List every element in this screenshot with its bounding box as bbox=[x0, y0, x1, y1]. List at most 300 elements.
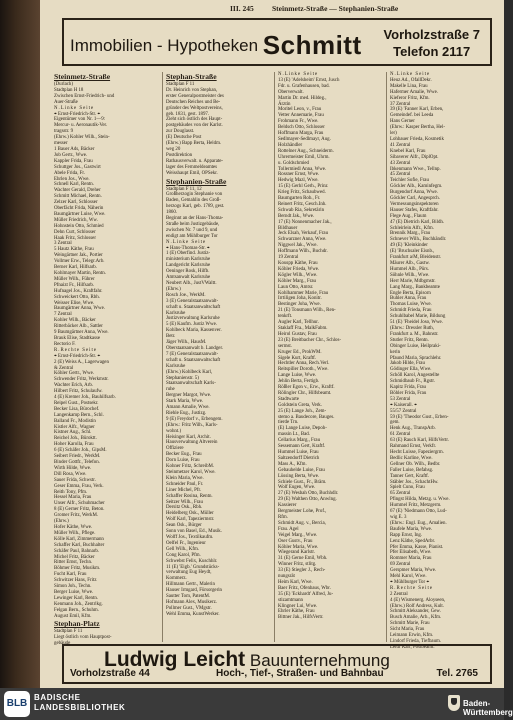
directory-entry: Dehn Curt, Schlosser bbox=[54, 229, 96, 235]
directory-entry: Unser Alfr., Schuhmacher bbox=[54, 501, 105, 507]
directory-entry: Schweickert Otto, Rbh. bbox=[54, 294, 100, 300]
directory-entry: Schwitzer Hans, Fritz bbox=[54, 578, 97, 584]
directory-entry: Oberverwalt. bbox=[278, 89, 304, 95]
directory-entry: Hafermer Amalie, Wwe. bbox=[390, 89, 438, 95]
directory-entry: Göckler Alb., Kaminfegm. bbox=[390, 184, 443, 190]
side-label: N.Linke Seite bbox=[390, 72, 431, 77]
directory-entry: Steinmetzer Karol, Wwe. bbox=[166, 470, 216, 475]
directory-entry: Schwebst Felix, Kuschhlr. bbox=[166, 558, 218, 564]
directory-entry: ⌖ Ernst-Friedrich-Str. ⌖ bbox=[54, 111, 101, 117]
directory-entry: Pfingst Hilda, Metzg. u. Wwe. bbox=[390, 497, 450, 503]
directory-entry: 65 Zentral bbox=[390, 491, 411, 497]
directory-entry: Amann Amalie, Wwe. bbox=[166, 405, 210, 411]
directory-entry: Schmidt Aug. v., Bercia, bbox=[278, 520, 326, 526]
directory-entry: Augler Karl, Tellhur. bbox=[278, 320, 319, 326]
directory-entry: Bergner Margot, Wwe. bbox=[166, 393, 212, 399]
directory-entry: Sauer Frida, Schwstr. bbox=[54, 477, 96, 483]
directory-entry: verwaltung Eug Heydt, bbox=[166, 570, 212, 576]
directory-entry: Buhler Anna, Frau bbox=[390, 296, 427, 302]
directory-entry: Jäger Wilh., HausM. bbox=[166, 340, 207, 346]
directory-entry: Hofer Käthe, Wwe. bbox=[54, 524, 93, 530]
side-label: N.Linke Seite bbox=[54, 105, 95, 111]
directory-column-3 bbox=[278, 72, 382, 642]
street-heading: Stephan-Platz bbox=[54, 619, 100, 629]
directory-entry: Eigentümer von Nr. 1—9: bbox=[54, 117, 106, 123]
directory-entry: Seibert Friedr., WerkM. bbox=[54, 454, 101, 460]
directory-entry: Wachter Gerald, Dreher bbox=[54, 188, 101, 194]
directory-entry: Dorn Luise, Frau bbox=[166, 458, 200, 464]
directory-entry: Mass A., Kfm. bbox=[278, 461, 307, 467]
directory-entry: Gellner Ob. Wilh., Bedbr. bbox=[390, 461, 441, 467]
directory-entry: 43 Zentral bbox=[390, 160, 411, 166]
directory-entry: Frohmann Fr., Wwe. bbox=[278, 119, 319, 125]
directory-entry: Holzhändler bbox=[278, 142, 303, 148]
directory-entry: Reitspiller Doroth., Wwe. bbox=[278, 367, 329, 373]
side-label: N.Linke Seite bbox=[166, 239, 207, 245]
directory-entry: schaft u. Staatsanwaltschaft bbox=[166, 357, 221, 363]
book-spine bbox=[0, 0, 40, 688]
directory-entry: Tollermiedl Anna, Wwe. bbox=[278, 166, 327, 172]
directory-entry: geb. 1831, gest. 1897. bbox=[166, 111, 210, 117]
directory-entry: Stephanienstr. 5) bbox=[166, 375, 199, 381]
directory-entry: Dr. Heinrich von Stephan, bbox=[166, 87, 218, 93]
ad-schmitt-name: Schmitt bbox=[262, 30, 362, 60]
directory-entry: Böhmer Fritz, Musikm. bbox=[54, 566, 101, 572]
directory-entry: Schmitt Aleksander, Gew. bbox=[390, 609, 441, 615]
directory-entry: ⌖ Kaiserall. ⌖ bbox=[390, 402, 417, 408]
directory-entry: Hummel Fritz, Metzgerm. bbox=[390, 503, 442, 509]
directory-entry: Bildhauer bbox=[278, 225, 298, 231]
directory-entry: 8 (E) Gerner Fritz, Beton. bbox=[54, 507, 105, 513]
directory-entry: Frankfurt a. M., Bahnstr. bbox=[390, 331, 439, 337]
street-heading: Stephan-Straße bbox=[166, 72, 217, 81]
directory-entry: ⌖ Hans-Thomas-Str. ⌖ bbox=[166, 245, 210, 251]
directory-entry: stizamtmann bbox=[278, 597, 303, 603]
directory-entry: Kohlbeck Maria, Kassenver. bbox=[166, 328, 222, 334]
directory-entry: 39 (E) 'Fanner Karl, Erben, bbox=[390, 107, 444, 113]
directory-entry: 21 (E) Tonsmann Wilh., Ren- bbox=[278, 308, 336, 314]
directory-entry: Reipel Gust., Postsekr. bbox=[54, 400, 99, 406]
directory-entry: Ritterbäcker Alb., Sattler bbox=[54, 324, 103, 330]
directory-entry: Frau. Agel bbox=[278, 526, 299, 532]
directory-entry: Schnell Karl, Rentn. bbox=[54, 182, 94, 188]
directory-entry: 41 Zentral bbox=[390, 142, 411, 148]
directory-entry: Sonn von Basel, Ed., Musik. bbox=[166, 529, 222, 535]
directory-entry: Schwender Fritz, Werkmstr. bbox=[54, 377, 109, 383]
directory-entry: Busch Amalie, Arb., Kfm. bbox=[390, 615, 442, 621]
directory-entry: Bergmeister Lohe, Prof., bbox=[278, 509, 327, 515]
directory-entry: zwischen Nr. 7 und 9, und bbox=[166, 227, 218, 233]
directory-entry: Irrtiligen Joha, Konitr. bbox=[278, 296, 322, 302]
directory-entry: Hans Gerner bbox=[390, 119, 415, 125]
directory-entry: Hilbert Fritz, Schulaufw. bbox=[54, 389, 103, 395]
directory-entry: Schwab Ria, Sekretärin bbox=[278, 207, 325, 213]
directory-entry: Pfer Elisabeth, Wwe. bbox=[390, 550, 432, 556]
ad-leicht-description: Hoch-, Tief-, Straßen- und Bahnbau bbox=[216, 668, 384, 679]
coat-of-arms-icon bbox=[448, 695, 460, 711]
directory-entry: Cellarius Marg., Frau bbox=[278, 438, 321, 444]
directory-entry: Lenz Käthe, SpedArbr. bbox=[390, 538, 436, 544]
directory-entry: Gemeindef. bei Leeda bbox=[390, 113, 434, 119]
directory-entry: tenkrft. bbox=[278, 314, 293, 320]
directory-entry: Knebel Karl, Frau bbox=[390, 148, 426, 154]
directory-entry: Berner Karl, Hilfsarb. bbox=[54, 265, 97, 271]
directory-entry: 27 (E) Wesbah Otto, Buchhdlr. bbox=[278, 491, 339, 497]
directory-entry: Oeninger Rosk, Hilfb. bbox=[166, 269, 210, 275]
directory-entry: Abele Frida, Fr. bbox=[54, 170, 85, 176]
directory-entry: Wirth Hilde, Wwe. bbox=[54, 465, 92, 471]
directory-entry: 9 (E) Freydorf v., Erbengem. bbox=[166, 416, 223, 422]
directory-entry: (Ehrw.: Kasper Bertha, Hel- bbox=[390, 125, 445, 131]
directory-entry: Baden, Gemahlin des Groß- bbox=[166, 198, 221, 204]
advertisement-schmitt bbox=[62, 18, 492, 66]
ad-schmitt-main bbox=[70, 30, 362, 61]
directory-entry: (Durlach) bbox=[54, 82, 74, 87]
directory-entry: Kohler Wilh., Bäcker bbox=[54, 318, 96, 324]
page-title: Steinmetz-Straße — Stephanien-Straße bbox=[272, 4, 399, 13]
directory-entry: Stadtplan F 11, 12 bbox=[166, 186, 202, 192]
blb-logo: BLB bbox=[4, 691, 30, 717]
directory-entry: Kouspp Käthe, Frau bbox=[278, 261, 318, 266]
directory-entry: Faller Luise, Befahsg. bbox=[390, 467, 434, 473]
directory-entry: Gerspmer Maria, Wwe. bbox=[390, 568, 437, 574]
advertisement-leicht bbox=[62, 644, 492, 684]
directory-entry: Schäfer Paul, Bahnarb. bbox=[54, 548, 100, 554]
directory-entry: Amtsanwalt Karlsruhe bbox=[166, 275, 211, 281]
directory-entry: 1 Bauer Ads, Bäcker bbox=[54, 146, 95, 152]
directory-entry: 23 (E) Breitbacher Chr., Schlos- bbox=[278, 337, 342, 343]
directory-entry: Hoffmann Wilh., Buchdr. bbox=[278, 249, 328, 255]
directory-entry: 13 (E) 'Adelsheim' Ernst, Jusch bbox=[278, 77, 340, 83]
directory-entry: massin Lt., Bad. bbox=[278, 432, 310, 438]
directory-entry: Jehlin Berta, Fertigb. bbox=[278, 379, 320, 385]
directory-entry: Rommer Maria, Frau bbox=[390, 556, 432, 562]
directory-entry: Ibkenmann Wwe., Tellnp. bbox=[390, 166, 441, 172]
directory-entry: 7 (E) Generalstaatsanwalt- bbox=[166, 351, 219, 357]
directory-entry: Auer-Straße bbox=[54, 99, 78, 105]
directory-entry: 67 (E) 'Niedmann Otto, Lud- bbox=[390, 509, 447, 515]
directory-entry: 35 (E) 'Eckhardt' Alfred, Ju- bbox=[278, 591, 334, 597]
directory-entry: Oberfächt Frida, Näherin bbox=[54, 206, 104, 212]
institution-name bbox=[34, 693, 125, 713]
directory-entry: Niggwel Jak., Wwe. bbox=[278, 243, 318, 249]
directory-entry: Rößler Egon v., Erw., Kraftf. bbox=[278, 385, 335, 391]
directory-entry: 1 (E) Oberfind. Justiz- bbox=[166, 251, 211, 257]
directory-entry: kerin bbox=[390, 349, 401, 355]
directory-entry: Köhler Maria, Wwe. bbox=[278, 544, 319, 550]
directory-entry: Wehl Emma, KunstWerker. bbox=[166, 611, 220, 617]
directory-entry: 25 (E) Lange Joh., Zem- bbox=[278, 408, 327, 414]
directory-entry: Schaffer Rosina, Rentn. bbox=[166, 493, 213, 499]
directory-entry: Dersitz Osk., Rbh. bbox=[166, 505, 203, 511]
directory-entry: 63 (E) Rauch Karl, HilfsVertr. bbox=[390, 438, 449, 444]
directory-entry: Henk Aug., TranspArb. bbox=[390, 426, 436, 432]
directory-entry: Dill Rosa, Wwe. bbox=[54, 471, 87, 477]
directory-entry: Bedlic Karline, Wwe. bbox=[390, 455, 433, 461]
directory-entry: Staatsanwaltschaft Karls- bbox=[166, 381, 216, 387]
directory-entry: Baumgarten Rob., Fr. bbox=[278, 196, 321, 202]
state-name: Baden-Württemberg bbox=[463, 699, 513, 717]
directory-entry: 9 Baumgärtner Anna, Wwe. bbox=[54, 330, 109, 336]
directory-entry: Hillmann Gertr., Malerin bbox=[166, 582, 215, 588]
directory-entry: Kappler Frida, Frau bbox=[54, 158, 93, 164]
directory-entry: 29 (E) Walthen Otto, Anwlng. bbox=[278, 497, 337, 503]
directory-entry: Berger Luise, Wwe. bbox=[54, 589, 94, 595]
directory-entry: Kistler Alfr., Wagner bbox=[54, 424, 95, 430]
ad-leicht-business: Bauunternehmung bbox=[249, 651, 390, 670]
directory-entry: Hofmann Alex, Musikerz. bbox=[166, 599, 218, 605]
directory-entry: Schmitt Marie, Frau bbox=[390, 621, 430, 627]
directory-entry: (Ehrw.) bbox=[54, 519, 69, 525]
directory-entry: Spielt Cuno, Frau bbox=[390, 485, 425, 491]
directory-entry: Mehl Karol, Wwe. bbox=[390, 574, 427, 580]
directory-entry: Heirol Gustav, Frau bbox=[278, 331, 317, 337]
directory-entry: gebäude bbox=[54, 641, 71, 647]
directory-entry: Hessel Maria, Frau bbox=[54, 495, 92, 501]
directory-entry: 4 (E) Wismenerg. Aloyseen, bbox=[390, 597, 446, 603]
directory-entry: Reinert Fritz, Gesch.Inh. bbox=[278, 201, 327, 207]
directory-entry: Lindorf Frieda, Tiefbaum. bbox=[390, 639, 442, 644]
street-heading: Steinmetz-Straße bbox=[54, 72, 111, 81]
directory-entry: Liner Michel, Pfr. bbox=[166, 487, 202, 493]
directory-entry: 31 (E) Gerne Emil, Wbh. bbox=[278, 556, 328, 562]
ad-schmitt-text: Immobilien - Hypotheken bbox=[70, 36, 259, 55]
directory-entry: Burgendorf Anna, Wwe. bbox=[390, 190, 438, 196]
directory-entry: Fdr. u. Grafenhausen, bad. bbox=[278, 83, 330, 89]
directory-entry: 53 Zentral bbox=[390, 396, 411, 402]
directory-entry: 47 (E) Dietrich Karl, Bildh. bbox=[390, 219, 445, 225]
directory-entry: Hedwig Mazl, Wwe. bbox=[278, 178, 319, 184]
institution-line-2: LANDESBIBLIOTHEK bbox=[34, 703, 126, 712]
directory-entry: Kögler Wilh., Wwe. bbox=[278, 272, 318, 278]
directory-entry: Flege Aug., Flaum bbox=[390, 213, 427, 219]
directory-entry: Oberstaatsanwalt b. Landger. bbox=[166, 345, 224, 351]
directory-entry: Schaffer Karl, Buchhalter bbox=[54, 542, 105, 548]
side-label: N.Linke Seite bbox=[278, 72, 319, 77]
directory-entry: Karlsruhe bbox=[166, 310, 186, 316]
directory-entry: 55/57 Zentral bbox=[390, 408, 417, 414]
directory-entry: wohnt.) bbox=[166, 428, 182, 434]
directory-entry: Ehrlen Jos., Wwe. bbox=[54, 176, 90, 182]
directory-entry: Stadtwarte bbox=[278, 396, 299, 402]
directory-entry: endigt am Mühlburger Tor bbox=[166, 233, 218, 239]
directory-entry: Schneider Paul, Fr. bbox=[166, 481, 204, 487]
institution-line-1: BADISCHE bbox=[34, 693, 81, 702]
directory-entry: Leimann Erwin, Kfm. bbox=[390, 633, 434, 639]
directory-entry: 5 Hautz Käthe, Frau bbox=[54, 247, 94, 253]
library-footer-bar bbox=[0, 688, 513, 720]
directory-entry: 17 (E) Nonnenmacher Jak., bbox=[278, 219, 332, 225]
directory-entry: Saltzendorff Dietrich bbox=[278, 455, 320, 461]
directory-entry: (Ehrw.: Engl. Eug., Amalien. bbox=[390, 520, 447, 526]
directory-entry: 4 (E) Kremer Joh., Bauhilfsarb. bbox=[54, 395, 116, 401]
directory-entry: (Ehrw.) Rolf Andress, Kult. bbox=[390, 603, 445, 609]
directory-entry: Brennik Marg., Frau bbox=[390, 231, 431, 237]
directory-entry: & Zentral bbox=[54, 365, 74, 371]
directory-columns bbox=[54, 72, 500, 650]
directory-entry: Schnever Wilh., Buchhändlr. bbox=[390, 237, 447, 243]
directory-entry: Schleirlein Alfr., Kfm. bbox=[390, 225, 434, 231]
directory-entry: gründer des Weltpostvereins, bbox=[166, 105, 223, 111]
directory-entry: Vetter Annemarie, Frau bbox=[278, 113, 324, 119]
directory-entry: Baer Fritz, Ofenbaus, Wbr. bbox=[278, 585, 331, 591]
directory-entry: 45 Zentral bbox=[390, 172, 411, 178]
directory-entry: stemo a. Baudecore, Bauges. bbox=[278, 414, 335, 420]
directory-entry: Zieht sich östlich des Haupt- bbox=[166, 117, 223, 123]
directory-entry: Job Gertr., Wwe. bbox=[54, 152, 88, 158]
column-divider bbox=[162, 72, 163, 642]
directory-entry: Rahmand Ernst, Verkfr. bbox=[390, 444, 437, 450]
directory-entry: Justizverwaltung Karlsruhe bbox=[166, 316, 220, 322]
ad-schmitt-address: Vorholzstraße 7 bbox=[383, 27, 480, 42]
directory-entry: Pfnaizt Fr., Hilfsarb. bbox=[54, 282, 95, 288]
directory-entry: Baumgärtner Luise, Wwe. bbox=[54, 211, 106, 217]
directory-entry: Göckler Carl, Angesprch. bbox=[390, 196, 440, 202]
directory-entry: Hummel Alb., Pürs. bbox=[390, 266, 429, 272]
directory-entry: (Ehrw.: Dressler Ruth, bbox=[390, 325, 434, 331]
directory-entry: ruhe bbox=[166, 387, 175, 393]
directory-entry: Neubert Alb., JustVWaltt. bbox=[166, 281, 217, 286]
directory-entry: Michel Fritz, Bäcker bbox=[54, 554, 95, 560]
directory-entry: Rottelner Aug., Schneiderm. bbox=[278, 148, 334, 154]
directory-entry: Schmitt Michael, Rentn. bbox=[54, 194, 102, 200]
directory-entry: 6 (E) Schäfer Joh., GipsM. bbox=[54, 448, 107, 454]
directory-entry: Schmidbaub Fr., Rgstr. bbox=[390, 379, 435, 385]
directory-entry: tierde Trn. bbox=[278, 420, 299, 426]
directory-entry: 3 (E) Generalstaatsanwalt- bbox=[166, 298, 219, 304]
directory-entry: Lohbauer Frieda, Kosmetik bbox=[390, 136, 444, 142]
directory-entry: Balland Fr., Modistin bbox=[54, 418, 96, 424]
directory-entry: Simon Joh., Techn. bbox=[54, 584, 92, 590]
directory-entry: Liegt östlich vom Hauptpost- bbox=[54, 635, 112, 641]
directory-entry: Klein Maria, Wwe. bbox=[166, 475, 204, 481]
directory-entry: Lüssing Berta, Wwe. bbox=[278, 473, 320, 479]
directory-entry: August Emil, Kfm. bbox=[54, 613, 92, 619]
directory-entry: Kapitz Frida, Frau bbox=[390, 385, 426, 391]
directory-entry: Staklaff Fra., MalkFabm. bbox=[278, 325, 328, 331]
side-label: R.Rechte Seite bbox=[390, 585, 434, 591]
directory-entry: sermst. bbox=[278, 343, 292, 349]
directory-entry: Vollmer Erw., Telegr.Arb. bbox=[54, 259, 105, 265]
directory-entry: Ehrler Käthe, Frau bbox=[278, 609, 315, 615]
directory-entry: Sigele Kurt, Kraftf. bbox=[278, 355, 317, 361]
directory-entry: 5 (E) Kaufm. Justiz Wwe. bbox=[166, 322, 217, 328]
directory-entry: 59 (E) 'Theodor Gust., Erben- bbox=[390, 414, 449, 420]
directory-entry: Wolf Karl, Tapeziermstr. bbox=[166, 517, 215, 523]
directory-entry: (Ehrw.) Kohler Wilh., Stein- bbox=[54, 135, 110, 141]
directory-entry: Wiegerand Karlstr. bbox=[278, 550, 316, 556]
directory-entry: tragsstr. 9 bbox=[54, 129, 74, 135]
directory-entry: (Ehrw.: Fritz Wilh., Karls- bbox=[166, 422, 218, 428]
directory-entry: Stutler Fritz, Rentn. bbox=[390, 337, 429, 343]
directory-entry: Winner Fritz, stlitg. bbox=[278, 562, 317, 568]
ad-leicht-address: Vorholzstraße 44 bbox=[70, 668, 150, 679]
directory-entry: herzogs Karl, geb. 1789, gest. bbox=[166, 204, 225, 210]
directory-entry: Tanner Gert, Kraftf. bbox=[390, 473, 430, 479]
directory-entry: Zelzer Karl, Schlosser bbox=[54, 200, 98, 206]
directory-entry: Gebauhelde Luise, Frau bbox=[278, 467, 325, 473]
directory-entry: Kruger Ed., ProkWM. bbox=[278, 349, 322, 355]
directory-entry: Veigel Marg., Wwe. bbox=[278, 532, 318, 538]
directory-entry: Köhler Frieda, Wwe. bbox=[278, 266, 320, 272]
directory-entry: 1860. bbox=[166, 210, 178, 216]
directory-entry: Großherzogin Stephanie von bbox=[166, 192, 223, 198]
directory-entry: Becker Lisa, Bürochef. bbox=[54, 406, 100, 412]
document-page bbox=[40, 0, 504, 688]
directory-entry: Beldsch Otto, Schlosser bbox=[278, 125, 325, 131]
directory-entry: Brauk Elise, Stadtkasse bbox=[54, 335, 101, 341]
directory-entry: 7 Zentral bbox=[54, 312, 72, 318]
directory-column-1 bbox=[54, 72, 158, 647]
directory-entry: Teichler Sofie, Frau bbox=[390, 178, 429, 184]
directory-entry: Riehle Eug., Justizg. bbox=[166, 410, 207, 416]
directory-entry: Makelle Lina, Frau bbox=[390, 83, 428, 89]
directory-entry: Kohlhammer Marie, Frau bbox=[278, 290, 329, 296]
directory-entry: 37 Zentral bbox=[390, 101, 411, 107]
directory-entry: nungsrät bbox=[278, 574, 295, 580]
ad-schmitt-phone: Telefon 2117 bbox=[393, 44, 471, 59]
directory-entry: Straße beim Justizgebäude, bbox=[166, 221, 220, 227]
directory-entry: wig E. 3 bbox=[390, 514, 407, 520]
directory-entry: Fucht Karl, Frau bbox=[54, 572, 87, 578]
directory-entry: Leidr Karl, Postbeamt. bbox=[390, 644, 435, 650]
directory-entry: Sean Osk., Bürger bbox=[166, 523, 202, 529]
directory-entry: Heidelberg Osk., Müller bbox=[166, 511, 214, 517]
directory-entry: Müller Wilh., Pflege. bbox=[54, 530, 96, 536]
directory-entry: 3 Zentral bbox=[54, 241, 72, 247]
directory-entry: 11 (E) 'Eigb.' Grundstücks- bbox=[166, 564, 220, 570]
directory-entry: Köhler Marg., Frau bbox=[278, 278, 316, 284]
directory-entry: (Ehrw.) bbox=[166, 286, 181, 292]
directory-entry: Klingner Lui, Wwe. bbox=[278, 603, 318, 609]
directory-entry: Müller Wilh., Führer bbox=[54, 276, 95, 282]
directory-entry: Ritter Ernst, Techn. bbox=[54, 560, 93, 566]
directory-entry: Mercur- u. Aeronautik-Ver. bbox=[54, 123, 108, 129]
directory-entry: Weisser Elise, Wwe. bbox=[54, 300, 95, 306]
directory-entry: Rapp Ernst, Ing. bbox=[390, 532, 423, 538]
directory-entry: Köhler Gertr., Wwe. bbox=[54, 371, 94, 377]
column-divider bbox=[386, 72, 387, 642]
ad-leicht-name: Ludwig Leicht bbox=[104, 648, 246, 671]
directory-entry: Stark Maria, Wwe. bbox=[166, 399, 204, 405]
directory-entry: Schiele Gust., Fr., Bräm. bbox=[278, 479, 327, 485]
directory-entry: Kieferor Fritz, Kfm. bbox=[390, 95, 430, 101]
column-divider bbox=[274, 72, 275, 642]
directory-entry: Krieg Fritz, Schaubwed. bbox=[278, 190, 326, 196]
directory-entry: Lewinger Karl, Rentn. bbox=[54, 595, 99, 601]
directory-entry: (Ehrw.) Kohlbeck Karl, bbox=[166, 369, 213, 375]
directory-entry: Uhrermeister Emil, Uhrm. bbox=[278, 154, 330, 160]
directory-entry: Schuttger Jos., Gastwirt bbox=[54, 164, 101, 170]
directory-entry: ⌖ Ernst-Friedrich-Str. ⌖ bbox=[54, 353, 101, 359]
directory-entry: Sedlmayer-Sedlmayr, Aug. bbox=[278, 136, 331, 142]
directory-entry: Felgan Bern., Schuhm. bbox=[54, 607, 99, 613]
directory-entry: Seitzer Wilh., Frau bbox=[166, 499, 203, 505]
directory-entry: ler) bbox=[390, 131, 397, 137]
directory-entry: Cong Karol, Pfm. bbox=[166, 552, 201, 558]
directory-entry: gem. bbox=[390, 420, 400, 426]
directory-entry: Reichel Joh., Büroktt. bbox=[54, 436, 97, 442]
directory-entry: Sautter Tom, PatentM. bbox=[166, 594, 211, 600]
directory-entry: Pollmer Gust., VMgstr. bbox=[166, 605, 212, 611]
directory-entry: Wachter Erich, Arb. bbox=[54, 383, 93, 389]
directory-entry: Sicht Maria, Frau bbox=[390, 627, 425, 633]
directory-entry: 51 (E) 'Fheidel Joso, Wwe. bbox=[390, 320, 443, 326]
directory-entry: Kölle Karl, Zimmermann bbox=[54, 536, 104, 542]
directory-entry: 49 (E) 'Kleinkinder bbox=[390, 243, 428, 249]
directory-entry: Wolf Eugen, Wwe. bbox=[278, 485, 316, 491]
ad-leicht-phone: Tel. 2765 bbox=[436, 668, 478, 679]
